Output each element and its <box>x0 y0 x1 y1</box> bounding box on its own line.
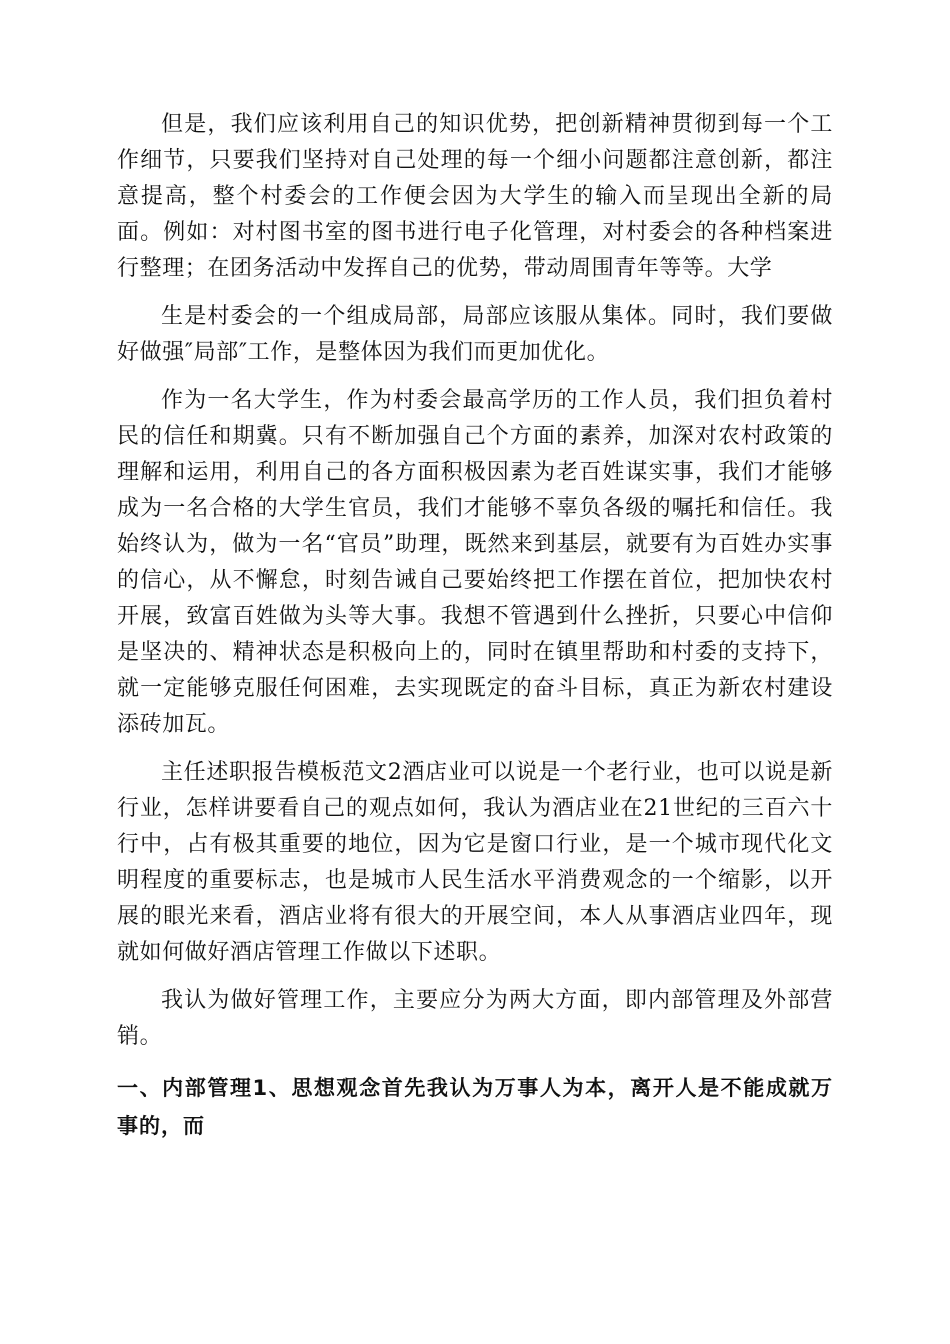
paragraph: 生是村委会的一个组成局部，局部应该服从集体。同时，我们要做好做强″局部″工作，是整体因为我们而更加优化。 <box>117 304 833 365</box>
paragraph: 我认为做好管理工作，主要应分为两大方面，即内部管理及外部营销。 <box>117 988 833 1049</box>
paragraph: 但是，我们应该利用自己的知识优势，把创新精神贯彻到每一个工作细节，只要我们坚持对自己处理的每一个细小问题都注意创新，都注意提高，整个村委会的工作便会因为大学生的输入而呈现出全新的局面。例如：对村图书室的图书进行电子化管理，对村委会的各种档案进行整理；在团务活动中发挥自己的优势，带动周围青年等等。大学 <box>117 112 833 281</box>
paragraph: 作为一名大学生，作为村委会最高学历的工作人员，我们担负着村民的信任和期冀。只有不断加强自己个方面的素养，加深对农村政策的理解和运用，利用自己的各方面积极因素为老百姓谋实事，我们才能够成为一名合格的大学生官员，我们才能够不辜负各级的嘱托和信任。我始终认为，做为一名“官员”助理，既然来到基层，就要有为百姓办实事的信心，从不懈怠，时刻告诫自己要始终把工作摆在首位，把加快农村开展，致富百姓做为头等大事。我想不管遇到什么挫折，只要心中信仰是坚决的、精神状态是积极向上的，同时在镇里帮助和村委的支持下，就一定能够克服任何困难，去实现既定的奋斗目标，真正为新农村建设添砖加瓦。 <box>117 388 833 737</box>
paragraph: 主任述职报告模板范文2酒店业可以说是一个老行业，也可以说是新行业，怎样讲要看自己的观点如何，我认为酒店业在21世纪的三百六十行中，占有极其重要的地位，因为它是窗口行业，是一个城市现代化文明程度的重要标志，也是城市人民生活水平消费观念的一个缩影，以开展的眼光来看，酒店业将有很大的开展空间，本人从事酒店业四年，现就如何做好酒店管理工作做以下述职。 <box>117 760 833 965</box>
document-body <box>117 107 833 1145</box>
section-heading: 一、内部管理1、思想观念首先我认为万事人为本，离开人是不能成就万事的，而 <box>117 1076 833 1138</box>
